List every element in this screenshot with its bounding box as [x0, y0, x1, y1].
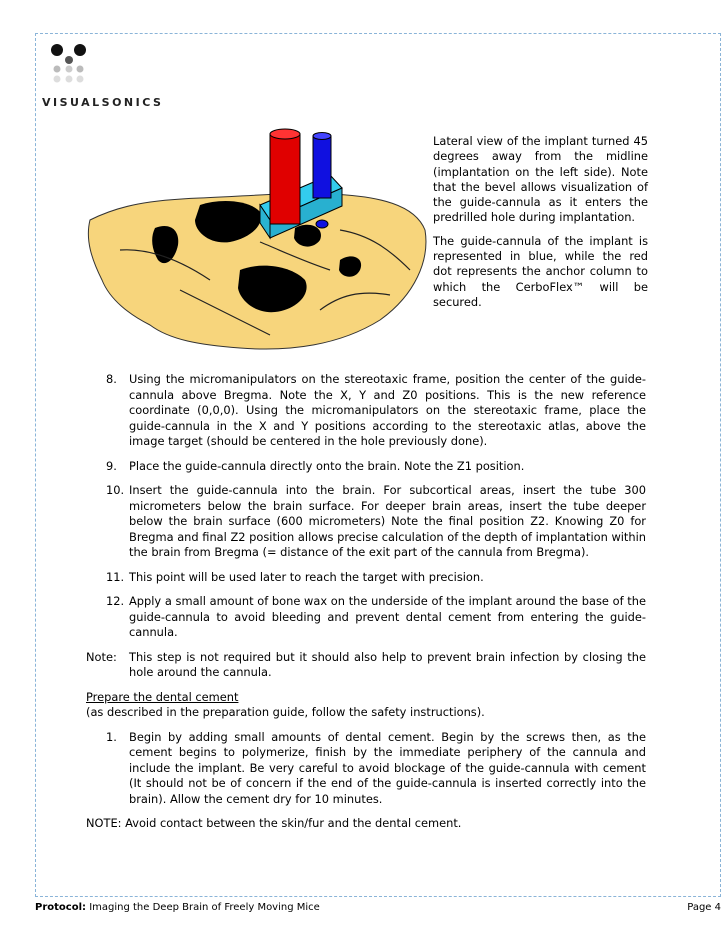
- note-text: This step is not required but it should also help to prevent brain infection by closing the hole around the cannula.: [129, 649, 646, 679]
- page-footer: [35, 902, 721, 913]
- note-label: Note:: [86, 649, 117, 664]
- step-number: 9.: [106, 458, 117, 473]
- implant-illustration: [80, 120, 430, 365]
- section-heading: Prepare the dental cement: [86, 689, 239, 704]
- caption-paragraph-1: Lateral view of the implant turned 45 degrees away from the midline (implantation on the left side). Note that the bevel allows visualization of the guide-cannula as it enters the predrilled hole during implantation.: [433, 134, 648, 225]
- step-number: 1.: [106, 729, 117, 744]
- step-item: [86, 459, 646, 475]
- illustration-caption: [433, 134, 648, 318]
- step-number: 12.: [106, 594, 125, 608]
- step-item: [86, 372, 646, 450]
- step-text: Insert the guide-cannula into the brain. For subcortical areas, insert the tube 300 micrometers below the brain surface. For deeper brain areas, insert the tube deeper below the brain surface (600 micrometers) Note the final position Z2. Knowing Z0 for Bregma and final Z2 position allows precise calculation of the depth of implantation within the brain from Bregma (= distance of the exit part of the cannula from Bregma).: [129, 483, 646, 559]
- step-number: 11.: [106, 569, 125, 584]
- step-item: [86, 483, 646, 561]
- page-number: Page 4: [687, 902, 721, 913]
- step-number: 8.: [106, 372, 117, 386]
- final-note: NOTE: Avoid contact between the skin/fur and the dental cement.: [86, 816, 462, 830]
- caption-paragraph-2: The guide-cannula of the implant is represented in blue, while the red dot represents the anchor column to which the CerboFlex™ will be secured.: [433, 233, 648, 309]
- step-item: [86, 570, 646, 586]
- footer-protocol: [35, 902, 320, 913]
- note-block: [86, 650, 646, 681]
- step-item: [86, 594, 646, 641]
- step-text: This point will be used later to reach the target with precision.: [129, 569, 484, 584]
- step-text: Begin by adding small amounts of dental cement. Begin by the screws then, as the cement begins to polymerize, finish by the immediate periphery of the cannula and include the implant. Be very careful to avoid blockage of the guide-cannula with cement (It should not be of concern if the end of the guide-cannula is inserted correctly into the brain). Allow the cement dry for 10 minutes.: [129, 729, 646, 806]
- section-subheading: (as described in the preparation guide, follow the safety instructions).: [86, 705, 485, 719]
- footer-title: Imaging the Deep Brain of Freely Moving Mice: [89, 902, 320, 913]
- cement-step-item: [86, 730, 646, 808]
- step-text: Apply a small amount of bone wax on the underside of the implant around the base of the guide-cannula to avoid bleeding and prevent dental cement from entering the guide-cannula.: [129, 594, 646, 639]
- step-number: 10.: [106, 483, 125, 497]
- protocol-steps: [86, 372, 646, 832]
- step-text: Using the micromanipulators on the stereotaxic frame, position the center of the guide-cannula above Bregma. Note the X, Y and Z0 positions. This is the new reference coordinate (0,0,0). Using the micromanipulators on the stereotaxic frame, place the guide-cannula in the X and Y positions according to the stereotaxic atlas, above the image target (should be centered in the hole previously done).: [129, 372, 646, 448]
- step-text: Place the guide-cannula directly onto the brain. Note the Z1 position.: [129, 458, 525, 473]
- footer-label: Protocol:: [35, 902, 87, 913]
- logo-wordmark: VISUALSONICS: [42, 96, 164, 109]
